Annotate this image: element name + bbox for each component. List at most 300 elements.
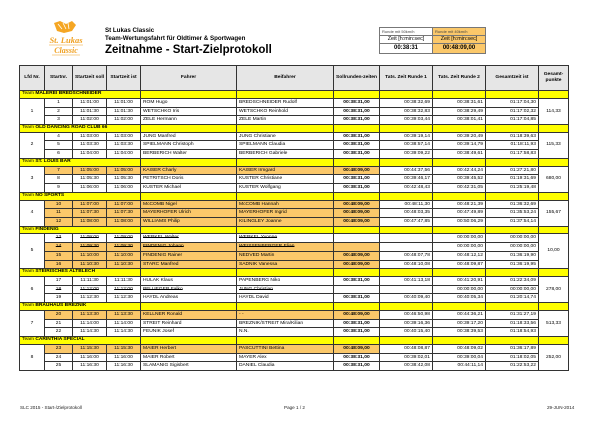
sollrundenzeit-cell: 00:38:31,00 xyxy=(334,353,380,362)
startzeit-ist-cell: 11:13:30 xyxy=(107,310,141,319)
runde-2-cell: 00:38:29,49 xyxy=(433,107,486,116)
team-name-cell xyxy=(20,337,141,345)
runde-1-cell: 00:39:03,44 xyxy=(380,116,433,125)
team-row-empty-cell xyxy=(486,226,539,234)
team-name-cell xyxy=(20,124,141,132)
runde-2-cell: 00:47:49,89 xyxy=(433,209,486,218)
team-row-empty-cell xyxy=(334,192,380,200)
fahrer-cell: KELLNER Ronald xyxy=(141,310,237,319)
beifahrer-cell: PAPENBERG Niko xyxy=(237,277,334,286)
startnr-cell: 24 xyxy=(45,353,73,362)
fahrer-cell: BERBERICH Walter xyxy=(141,150,237,159)
lfd-nr-cell: 1 xyxy=(20,98,45,124)
team-row-empty-cell xyxy=(237,124,334,132)
startnr-cell: 13 xyxy=(45,234,73,243)
sollrundenzeit-cell: 00:48:09,00 xyxy=(334,200,380,209)
col-fahrer: Fahrer xyxy=(141,66,237,91)
logo-text-1: St. Lukas xyxy=(49,35,83,45)
sollrundenzeit-cell xyxy=(334,234,380,243)
startzeit-soll-cell: 11:14:00 xyxy=(73,319,107,328)
col-startnr: Startnr. xyxy=(45,66,73,91)
beifahrer-cell: - - xyxy=(237,310,334,319)
team-row-empty-cell xyxy=(539,226,569,234)
team-prefix: Team xyxy=(22,158,36,164)
sollrundenzeit-cell xyxy=(334,285,380,294)
table-row xyxy=(20,260,569,269)
table-row xyxy=(20,362,569,371)
startzeit-ist-cell: 11:10:00 xyxy=(107,251,141,260)
beifahrer-cell: WETSCHKO Reinhold xyxy=(237,107,334,116)
gesamtzeit-cell: 00:00:00,00 xyxy=(486,234,539,243)
startzeit-ist-cell: 11:09:00 xyxy=(107,234,141,243)
gesamtpunkte-cell: 278,00 xyxy=(539,277,569,303)
team-prefix: Team xyxy=(22,269,36,275)
startzeit-soll-cell: 11:11:30 xyxy=(73,277,107,286)
speed50-label: Runde mit 50km/h xyxy=(380,28,433,36)
gesamtzeit-cell: 01:19:31,69 xyxy=(486,175,539,184)
team-row xyxy=(20,303,569,311)
beifahrer-cell: MAYERHOFER Ingrid xyxy=(237,209,334,218)
sollrundenzeit-cell: 00:48:09,00 xyxy=(334,310,380,319)
startnr-cell: 14 xyxy=(45,243,73,252)
team-row xyxy=(20,91,569,99)
runde-2-cell: 00:44:36,21 xyxy=(433,310,486,319)
sollrundenzeit-cell: 00:48:09,00 xyxy=(334,217,380,226)
gesamtzeit-cell: 01:25:19,48 xyxy=(486,184,539,193)
startnr-cell: 16 xyxy=(45,260,73,269)
lfd-nr-cell: 8 xyxy=(20,344,45,370)
team-row-empty-cell xyxy=(237,269,334,277)
runde-1-cell: 00:39:46,17 xyxy=(380,175,433,184)
startnr-cell: 1 xyxy=(45,98,73,107)
team-row-empty-cell xyxy=(237,91,334,99)
team-row-empty-cell xyxy=(141,269,237,277)
team-row-empty-cell xyxy=(433,192,486,200)
beifahrer-cell: NEDVED Martin xyxy=(237,251,334,260)
fahrer-cell: PETRITSCH Doris xyxy=(141,175,237,184)
runde-1-cell: 00:48:10,08 xyxy=(380,260,433,269)
team-row-empty-cell xyxy=(141,192,237,200)
startzeit-ist-cell: 11:06:00 xyxy=(107,184,141,193)
runde-1-cell: 00:44:37,56 xyxy=(380,166,433,175)
table-row xyxy=(20,141,569,150)
gesamtzeit-cell: 00:00:00,00 xyxy=(486,243,539,252)
fahrer-cell: McCOMB Nigel xyxy=(141,200,237,209)
logo-text-2: Classic xyxy=(54,46,78,55)
startzeit-ist-cell: 11:05:00 xyxy=(107,166,141,175)
table-row xyxy=(20,184,569,193)
startzeit-ist-cell: 11:01:30 xyxy=(107,107,141,116)
startnr-cell: 2 xyxy=(45,107,73,116)
team-name: ST. LOUIS BAR xyxy=(35,158,71,164)
team-row-empty-cell xyxy=(141,124,237,132)
runde-1-cell: 00:40:15,40 xyxy=(380,328,433,337)
fahrer-cell: MAYERHOFER Ulrich xyxy=(141,209,237,218)
gesamtpunkte-cell: 10,00 xyxy=(539,234,569,269)
sollrundenzeit-cell: 00:48:09,00 xyxy=(334,260,380,269)
gesamtzeit-cell: 01:36:19,90 xyxy=(486,251,539,260)
table-row xyxy=(20,285,569,294)
startzeit-soll-cell: 11:14:30 xyxy=(73,328,107,337)
team-row-empty-cell xyxy=(486,269,539,277)
team-row-empty-cell xyxy=(539,158,569,166)
fahrer-cell: FEUNIK Josef xyxy=(141,328,237,337)
startzeit-soll-cell: 11:09:30 xyxy=(73,243,107,252)
fahrer-cell: MAIER Robert xyxy=(141,353,237,362)
table-row xyxy=(20,310,569,319)
startzeit-ist-cell: 11:03:00 xyxy=(107,132,141,141)
sollrundenzeit-cell: 00:48:09,00 xyxy=(334,166,380,175)
startnr-cell: 9 xyxy=(45,184,73,193)
team-row-empty-cell xyxy=(237,226,334,234)
runde-2-cell: 00:38:31,61 xyxy=(433,98,486,107)
startnr-cell: 6 xyxy=(45,150,73,159)
runde-2-cell: 00:40:05,34 xyxy=(433,294,486,303)
fahrer-cell: HAYDL Andreas xyxy=(141,294,237,303)
runde-1-cell: 00:48:07,78 xyxy=(380,251,433,260)
startzeit-soll-cell: 11:05:30 xyxy=(73,175,107,184)
team-row-empty-cell xyxy=(380,269,433,277)
fahrer-cell: SPIELMANN Christoph xyxy=(141,141,237,150)
table-row xyxy=(20,294,569,303)
beifahrer-cell: KUSTER Christiane xyxy=(237,175,334,184)
footer-date: 29-JUN-2014 xyxy=(547,405,575,410)
gesamtzeit-cell: 01:36:19,95 xyxy=(486,260,539,269)
beifahrer-cell: DANIEL Claudia xyxy=(237,362,334,371)
team-row-empty-cell xyxy=(380,91,433,99)
startzeit-ist-cell: 11:08:00 xyxy=(107,217,141,226)
runde-1-cell: 00:48:03,35 xyxy=(380,209,433,218)
beifahrer-cell: KAISER Irmgard xyxy=(237,166,334,175)
team-prefix: Team xyxy=(22,192,36,198)
startnr-cell: 23 xyxy=(45,344,73,353)
startnr-cell: 17 xyxy=(45,277,73,286)
runde-2-cell: 00:38:49,61 xyxy=(433,150,486,159)
fahrer-cell: PFLUEGER Falko xyxy=(141,285,237,294)
runde-2-cell: 00:39:14,79 xyxy=(433,141,486,150)
startzeit-soll-cell: 11:07:30 xyxy=(73,209,107,218)
sollrundenzeit-cell: 00:48:09,00 xyxy=(334,251,380,260)
startnr-cell: 7 xyxy=(45,166,73,175)
team-prefix: Team xyxy=(22,124,36,130)
team-row-empty-cell xyxy=(141,91,237,99)
team-row-empty-cell xyxy=(486,192,539,200)
runde-1-cell: 00:48:08,87 xyxy=(380,344,433,353)
sollrundenzeit-cell: 00:38:31,00 xyxy=(334,141,380,150)
beifahrer-cell: ZELE Martin xyxy=(237,116,334,125)
fahrer-cell: SLAMANIG Sigisbert xyxy=(141,362,237,371)
beifahrer-cell: SADNIK Vanessa xyxy=(237,260,334,269)
team-prefix: Team xyxy=(22,303,36,309)
fahrer-cell: WERKEL Walter xyxy=(141,234,237,243)
gesamtzeit-cell: 01:18:11,93 xyxy=(486,141,539,150)
gesamtzeit-cell: 01:17:04,30 xyxy=(486,98,539,107)
runde-1-cell xyxy=(380,234,433,243)
startnr-cell: 5 xyxy=(45,141,73,150)
startnr-cell: 4 xyxy=(45,132,73,141)
gesamtzeit-cell: 01:17:02,32 xyxy=(486,107,539,116)
fahrer-cell: WETSCHKO Iris xyxy=(141,107,237,116)
table-row xyxy=(20,200,569,209)
fahrer-cell: KAISER Charly xyxy=(141,166,237,175)
table-row xyxy=(20,344,569,353)
sollrundenzeit-cell: 00:38:31,00 xyxy=(334,362,380,371)
team-row-empty-cell xyxy=(141,303,237,311)
runde-1-cell: 00:41:13,18 xyxy=(380,277,433,286)
col-runde-2: Tats. Zeit Runde 2 xyxy=(433,66,486,91)
startnr-cell: 10 xyxy=(45,200,73,209)
team-row-empty-cell xyxy=(539,303,569,311)
runde-2-cell: 00:48:12,12 xyxy=(433,251,486,260)
table-row xyxy=(20,319,569,328)
runde-2-cell: 00:38:01,41 xyxy=(433,116,486,125)
startzeit-soll-cell: 11:10:30 xyxy=(73,260,107,269)
gesamtzeit-cell: 01:36:32,69 xyxy=(486,200,539,209)
team-row-empty-cell xyxy=(237,192,334,200)
startzeit-ist-cell: 11:10:30 xyxy=(107,260,141,269)
table-row xyxy=(20,175,569,184)
runde-1-cell xyxy=(380,243,433,252)
runde-1-cell: 00:38:32,69 xyxy=(380,98,433,107)
runde-1-cell: 00:48:11,30 xyxy=(380,200,433,209)
team-prefix: Team xyxy=(22,337,36,343)
startnr-cell: 20 xyxy=(45,310,73,319)
team-row xyxy=(20,124,569,132)
lfd-nr-cell: 6 xyxy=(20,277,45,303)
gesamtpunkte-cell: 155,67 xyxy=(539,200,569,226)
runde-1-cell: 00:38:32,83 xyxy=(380,107,433,116)
gesamtpunkte-cell: 115,33 xyxy=(539,132,569,158)
startzeit-ist-cell: 11:12:30 xyxy=(107,294,141,303)
speed50-value: 00:38:31 xyxy=(380,44,433,54)
col-lfd-nr: Lfd Nr. xyxy=(20,66,45,91)
team-row xyxy=(20,192,569,200)
team-row-empty-cell xyxy=(237,337,334,345)
title-block xyxy=(105,27,272,57)
speed40-unit: Zeit [h:min:sec] xyxy=(433,36,486,44)
sollrundenzeit-cell: 00:48:09,00 xyxy=(334,209,380,218)
footer-page-number: Page 1 / 2 xyxy=(284,405,305,410)
runde-2-cell: 00:48:09,02 xyxy=(433,344,486,353)
startzeit-soll-cell: 11:03:00 xyxy=(73,132,107,141)
team-prefix: Team xyxy=(22,91,36,96)
gesamtzeit-cell: 01:22:53,22 xyxy=(486,362,539,371)
team-row-empty-cell xyxy=(539,124,569,132)
startzeit-soll-cell: 11:07:00 xyxy=(73,200,107,209)
runde-2-cell: 00:41:20,91 xyxy=(433,277,486,286)
gesamtzeit-cell: 01:18:54,93 xyxy=(486,328,539,337)
startzeit-soll-cell: 11:09:00 xyxy=(73,234,107,243)
startzeit-ist-cell: 11:07:30 xyxy=(107,209,141,218)
col-startzeit-soll: Startzeit soll xyxy=(73,66,107,91)
startzeit-soll-cell: 11:13:30 xyxy=(73,310,107,319)
team-row-empty-cell xyxy=(334,226,380,234)
table-row xyxy=(20,132,569,141)
runde-2-cell: 00:00:00,00 xyxy=(433,234,486,243)
col-gesamtpunkte: Gesamt-punkte xyxy=(539,66,569,91)
gesamtzeit-cell: 01:37:54,14 xyxy=(486,217,539,226)
team-row-empty-cell xyxy=(486,91,539,99)
table-header-row xyxy=(20,66,569,91)
col-sollrundenzeiten: Sollrunden-zeiten xyxy=(334,66,380,91)
beifahrer-cell: McCOMB Hannah xyxy=(237,200,334,209)
team-row-empty-cell xyxy=(141,337,237,345)
speed40-value: 00:48:09,00 xyxy=(433,44,486,54)
sollrundenzeit-cell: 00:38:31,00 xyxy=(334,150,380,159)
startnr-cell: 21 xyxy=(45,319,73,328)
startzeit-soll-cell: 11:03:30 xyxy=(73,141,107,150)
table-row xyxy=(20,107,569,116)
team-name: FINDENIG xyxy=(35,226,59,232)
team-name: STEIRISCHES ALTBLECH xyxy=(35,269,96,275)
team-row-empty-cell xyxy=(380,337,433,345)
team-row-empty-cell xyxy=(380,303,433,311)
startnr-cell: 12 xyxy=(45,217,73,226)
gesamtzeit-cell: 01:20:14,74 xyxy=(486,294,539,303)
startnr-cell: 22 xyxy=(45,328,73,337)
beifahrer-cell: MAYER Alex xyxy=(237,353,334,362)
team-name-cell xyxy=(20,226,141,234)
team-name: OLD DANCING ROAD CLUB 66 xyxy=(35,124,108,130)
runde-1-cell: 00:38:42,08 xyxy=(380,362,433,371)
sollrundenzeit-cell: 00:38:31,00 xyxy=(334,116,380,125)
beifahrer-cell: PASCUTTINI Bettina xyxy=(237,344,334,353)
team-row-empty-cell xyxy=(334,337,380,345)
runde-1-cell xyxy=(380,285,433,294)
gesamtpunkte-cell: 114,33 xyxy=(539,98,569,124)
team-row-empty-cell xyxy=(433,91,486,99)
beifahrer-cell: BREDSCHNEIDER Rudolf xyxy=(237,98,334,107)
runde-2-cell: 00:39:45,52 xyxy=(433,175,486,184)
gesamtzeit-cell: 01:27:21,80 xyxy=(486,166,539,175)
team-row-empty-cell xyxy=(334,158,380,166)
fahrer-cell: STREIT Reinhard xyxy=(141,319,237,328)
table-row xyxy=(20,277,569,286)
col-beifahrer: Beifahrer xyxy=(237,66,334,91)
team-name-cell xyxy=(20,303,141,311)
table-row xyxy=(20,251,569,260)
startzeit-soll-cell: 11:01:00 xyxy=(73,98,107,107)
table-row xyxy=(20,234,569,243)
startzeit-soll-cell: 11:16:00 xyxy=(73,353,107,362)
fahrer-cell: ROM Hugo xyxy=(141,98,237,107)
gesamtzeit-cell: 01:22:34,09 xyxy=(486,277,539,286)
startzeit-ist-cell: 11:11:30 xyxy=(107,277,141,286)
runde-1-cell: 00:39:02,01 xyxy=(380,353,433,362)
fahrer-cell: FINDENIG Johann xyxy=(141,243,237,252)
team-row-empty-cell xyxy=(380,192,433,200)
team-row-empty-cell xyxy=(433,303,486,311)
lfd-nr-cell: 4 xyxy=(20,200,45,226)
runde-2-cell: 00:00:00,00 xyxy=(433,285,486,294)
fahrer-cell: HULAK Klaus xyxy=(141,277,237,286)
table-row xyxy=(20,166,569,175)
team-row-empty-cell xyxy=(539,91,569,99)
startnr-cell: 3 xyxy=(45,116,73,125)
runde-1-cell: 00:40:09,40 xyxy=(380,294,433,303)
sollrundenzeit-cell: 00:38:31,00 xyxy=(334,175,380,184)
startzeit-ist-cell: 11:16:00 xyxy=(107,353,141,362)
startnr-cell: 18 xyxy=(45,285,73,294)
startzeit-soll-cell: 11:15:30 xyxy=(73,344,107,353)
startzeit-ist-cell: 11:07:00 xyxy=(107,200,141,209)
startzeit-ist-cell: 11:04:00 xyxy=(107,150,141,159)
team-row-empty-cell xyxy=(539,269,569,277)
fahrer-cell: FINDENIG Rainer xyxy=(141,251,237,260)
beifahrer-cell: BREZNIK/STREIT Mira/Kilian xyxy=(237,319,334,328)
subtitle: Team-Wertungsfahrt für Oldtimer & Sportwagen xyxy=(105,35,246,42)
table-row xyxy=(20,209,569,218)
startnr-cell: 25 xyxy=(45,362,73,371)
team-row-empty-cell xyxy=(539,337,569,345)
team-name-cell xyxy=(20,158,141,166)
startzeit-soll-cell: 11:10:00 xyxy=(73,251,107,260)
table-row xyxy=(20,217,569,226)
runde-2-cell: 00:48:21,39 xyxy=(433,200,486,209)
team-row-empty-cell xyxy=(334,91,380,99)
sollrundenzeit-cell: 00:38:31,00 xyxy=(334,328,380,337)
startzeit-ist-cell: 11:09:30 xyxy=(107,243,141,252)
startnr-cell: 15 xyxy=(45,251,73,260)
startzeit-soll-cell: 11:12:00 xyxy=(73,285,107,294)
team-row-empty-cell xyxy=(141,158,237,166)
table-row xyxy=(20,243,569,252)
gesamtpunkte-cell: 252,00 xyxy=(539,344,569,370)
gesamtzeit-cell: 01:31:27,19 xyxy=(486,310,539,319)
team-row-empty-cell xyxy=(486,303,539,311)
team-name: NO SPORTS xyxy=(35,192,65,198)
startzeit-ist-cell: 11:16:30 xyxy=(107,362,141,371)
table-body xyxy=(20,91,569,371)
team-row-empty-cell xyxy=(433,226,486,234)
beifahrer-cell: SPIELMANN Claudia xyxy=(237,141,334,150)
startzeit-soll-cell: 11:08:00 xyxy=(73,217,107,226)
sollrundenzeit-cell: 00:38:31,00 xyxy=(334,319,380,328)
gesamtzeit-cell: 01:18:02,05 xyxy=(486,353,539,362)
sollrundenzeit-cell: 00:38:31,00 xyxy=(334,107,380,116)
runde-1-cell: 00:39:19,14 xyxy=(380,132,433,141)
startzeit-ist-cell: 11:05:30 xyxy=(107,175,141,184)
runde-2-cell: 00:39:20,49 xyxy=(433,132,486,141)
beifahrer-cell: WERKEL Yvonne xyxy=(237,234,334,243)
table-row xyxy=(20,116,569,125)
gesamtzeit-cell: 01:17:04,85 xyxy=(486,116,539,125)
gesamtpunkte-cell: 680,00 xyxy=(539,166,569,192)
team-row-empty-cell xyxy=(380,226,433,234)
team-name-cell xyxy=(20,192,141,200)
startzeit-ist-cell: 11:12:00 xyxy=(107,285,141,294)
beifahrer-cell: KUSTER Wolfgang xyxy=(237,184,334,193)
footer-doc-name: SLC 2015 - Start-/Zielprotokoll xyxy=(20,405,82,410)
beifahrer-cell: JUNG Christiane xyxy=(237,132,334,141)
gesamtzeit-cell: 01:36:17,89 xyxy=(486,344,539,353)
fahrer-cell: KUSTER Michael xyxy=(141,184,237,193)
team-row-empty-cell xyxy=(539,192,569,200)
beifahrer-cell: N.N. xyxy=(237,328,334,337)
startnr-cell: 19 xyxy=(45,294,73,303)
runde-1-cell: 00:38:57,14 xyxy=(380,141,433,150)
col-runde-1: Tats. Zeit Runde 1 xyxy=(380,66,433,91)
gesamtzeit-cell: 00:00:00,00 xyxy=(486,285,539,294)
team-prefix: Team xyxy=(22,226,36,232)
team-name-cell xyxy=(20,91,141,99)
startnr-cell: 8 xyxy=(45,175,73,184)
col-gesamtzeit: Gesamtzeit ist xyxy=(486,66,539,91)
fahrer-cell: MAIER Herbert xyxy=(141,344,237,353)
team-name: MALEREI BREDSCHNEIDER xyxy=(35,91,102,96)
fahrer-cell: STARC Manfred xyxy=(141,260,237,269)
gesamtpunkte-cell: 513,33 xyxy=(539,310,569,336)
